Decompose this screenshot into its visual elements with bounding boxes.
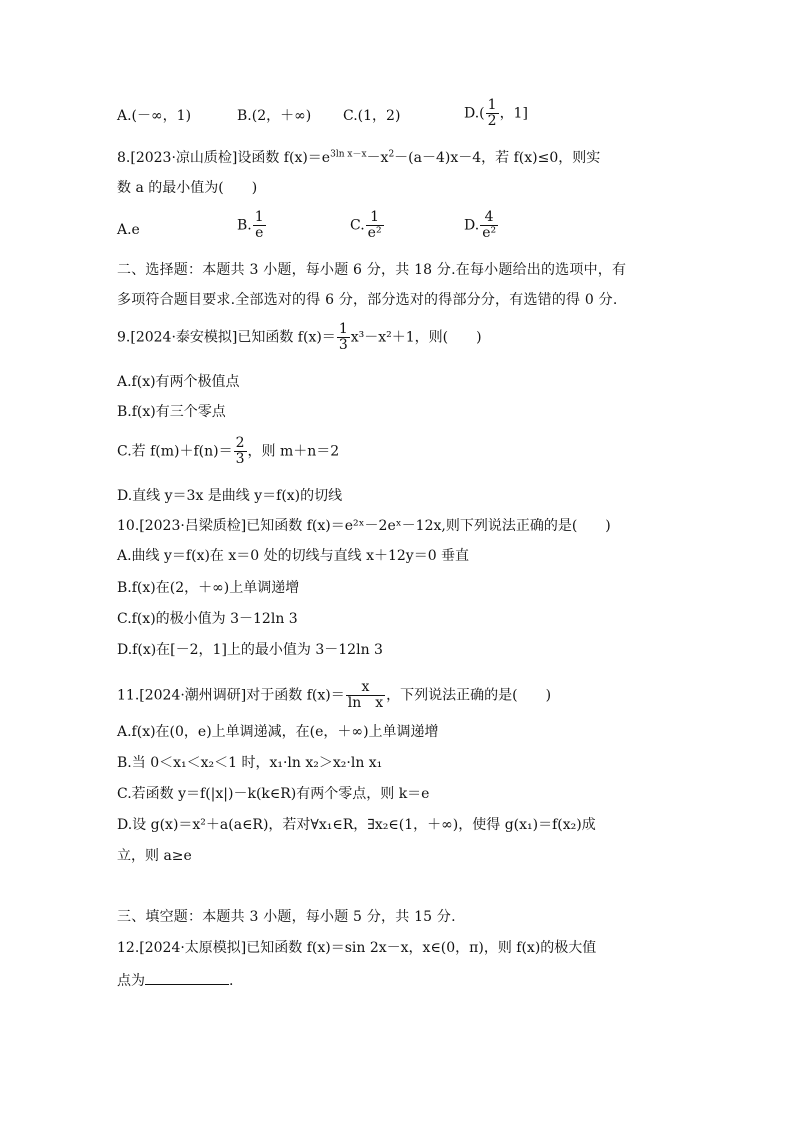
- section-2-instructions-line-2: 多项符合题目要求.全部选对的得 6 分，部分选对的得部分分，有选错的得 0 分.: [117, 292, 618, 308]
- q10-option-b: B.f(x)在(2，＋∞)上单调递增: [117, 580, 300, 596]
- q11-option-d-line-1: D.设 g(x)＝x²＋a(a∈R)，若对∀x₁∈R，∃x₂∈(1，＋∞)，使得 g(x₁)＝f(x₂)成: [117, 817, 596, 833]
- q9-option-c: C.若 f(m)＋f(n)＝ $\frac{2}{3}$ ，则 m＋n＝2: [117, 435, 340, 467]
- q11-option-c: C.若函数 y＝f(|x|)－k(k∈R)有两个零点，则 k＝e: [117, 786, 430, 802]
- q11-option-a: A.f(x)在(0，e)上单调递减，在(e，＋∞)上单调递增: [117, 724, 439, 740]
- q8-stem-line-2: 数 a 的最小值为( ): [117, 180, 258, 196]
- q9-stem: 9.[2024·泰安模拟]已知函数 f(x)＝ $\frac{1}{3}$ x³－x²＋1，则( ): [117, 321, 482, 353]
- fraction: $\frac{4}{\text{e²}}$: [482, 209, 497, 241]
- answer-blank[interactable]: [145, 970, 229, 985]
- q8-option-c: C. $\frac{1}{\text{e²}}$: [350, 209, 382, 241]
- q12-stem-line-2: 点为 .: [117, 970, 233, 991]
- q9-option-d: D.直线 y＝3x 是曲线 y＝f(x)的切线: [117, 488, 343, 504]
- fraction: $\frac{1}{2}$: [487, 97, 497, 129]
- q10-option-d: D.f(x)在[－2，1]上的最小值为 3－12ln 3: [117, 642, 383, 658]
- q8-option-d: D. $\frac{4}{\text{e²}}$: [464, 209, 497, 241]
- q7-option-a: A.(－∞，1): [117, 108, 192, 124]
- q11-option-d-line-2: 立，则 a≥e: [117, 848, 192, 864]
- q9-option-a: A.f(x)有两个极值点: [117, 374, 240, 390]
- q12-stem-line-1: 12.[2024·太原模拟]已知函数 f(x)＝sin 2x－x，x∈(0，π)，则 f(x)的极大值: [117, 940, 597, 956]
- q7-option-d: D.( $\frac{1}{2}$ ，1]: [464, 97, 528, 129]
- q7-option-b: B.(2，＋∞): [237, 108, 312, 124]
- fraction: $\frac{1}{\text{e²}}$: [367, 209, 382, 241]
- q8-option-b: B. $\frac{1}{e}$: [237, 209, 264, 241]
- q9-option-b: B.f(x)有三个零点: [117, 404, 226, 420]
- fraction: $\frac{1}{3}$: [338, 321, 348, 353]
- q11-option-b: B.当 0＜x₁＜x₂＜1 时，x₁·ln x₂＞x₂·ln x₁: [117, 755, 383, 771]
- q8-option-a: A.e: [117, 222, 140, 238]
- q10-option-a: A.曲线 y＝f(x)在 x＝0 处的切线与直线 x＋12y＝0 垂直: [117, 548, 470, 564]
- section-3-instructions: 三、填空题：本题共 3 小题，每小题 5 分，共 15 分.: [117, 909, 456, 925]
- fraction: $\frac{1}{e}$: [254, 209, 264, 241]
- q11-stem: 11.[2024·潮州调研]对于函数 f(x)＝ $\frac{x}{\text{ln x}}$ ，下列说法正确的是( ): [117, 679, 552, 711]
- section-2-instructions-line-1: 二、选择题：本题共 3 小题，每小题 6 分，共 18 分.在每小题给出的选项中，有: [117, 262, 627, 278]
- q10-stem: 10.[2023·吕梁质检]已知函数 f(x)＝e²ˣ－2eˣ－12x,则下列说法正确的是( ): [117, 518, 611, 534]
- q7-option-c: C.(1，2): [343, 108, 401, 124]
- q10-option-c: C.f(x)的极小值为 3－12ln 3: [117, 611, 298, 627]
- fraction: $\frac{2}{3}$: [235, 435, 245, 467]
- fraction: $\frac{x}{\text{ln x}}$: [347, 679, 384, 711]
- q8-stem-line-1: 8.[2023·凉山质检]设函数 $f(x)=e^{3ln x-x}-x^2-(a-4)x-4$，若 f(x)≤0，则实: [117, 149, 601, 166]
